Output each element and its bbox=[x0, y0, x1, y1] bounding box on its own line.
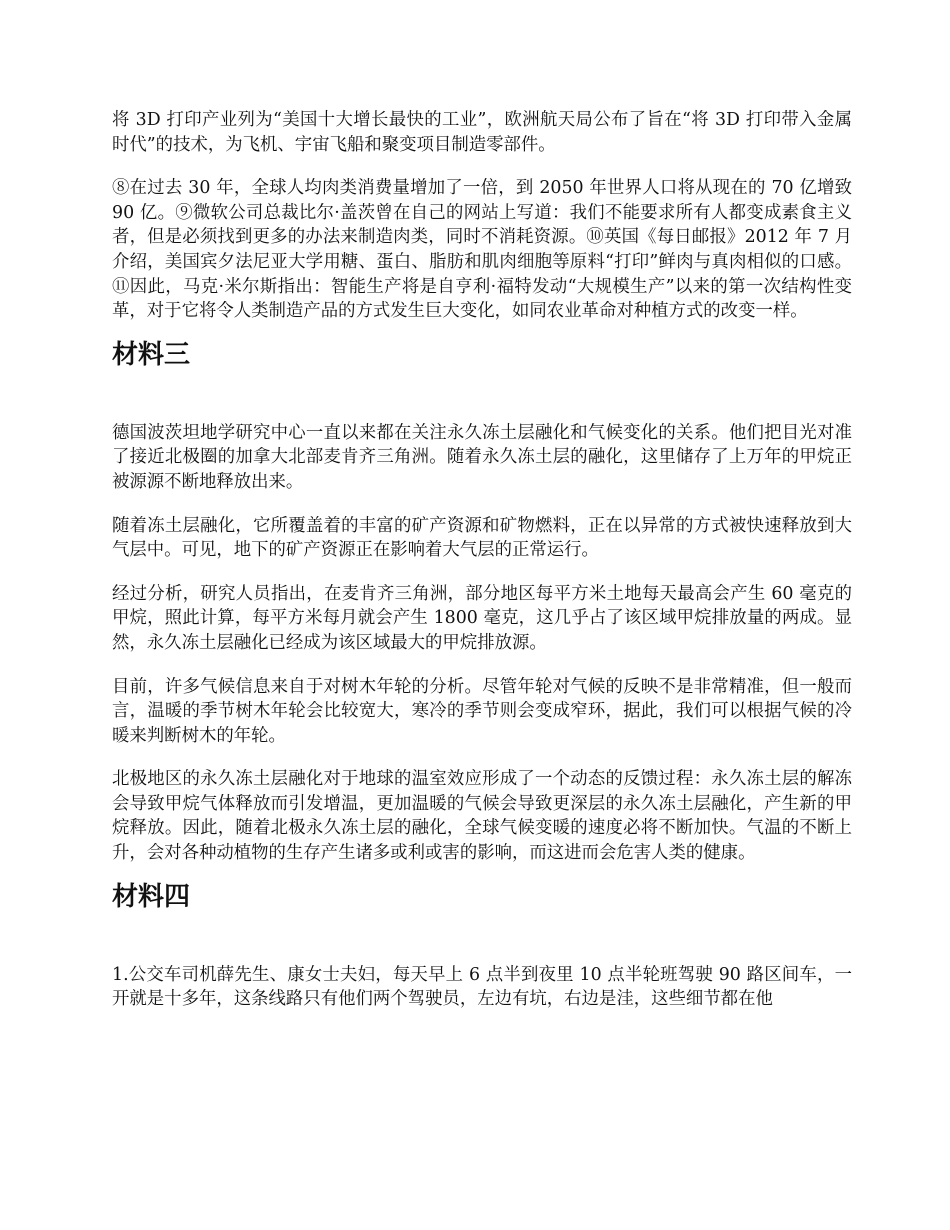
paragraph-bus-drivers: 1.公交车司机薛先生、康女士夫妇，每天早上 6 点半到夜里 10 点半轮班驾驶 90 路区间车，一开就是十多年，这条线路只有他们两个驾驶员，左边有坑，右边是洼，这些细节都在他 bbox=[112, 964, 852, 1010]
document-page bbox=[112, 108, 852, 1012]
paragraph-methane-analysis: 经过分析，研究人员指出，在麦肯齐三角洲，部分地区每平方米土地每天最高会产生 60 毫克的甲烷，照此计算，每平方米每月就会产生 1800 毫克，这几乎占了该区域甲烷排放量的两成。显然，永久冻土层融化已经成为该区域最大的甲烷排放源。 bbox=[112, 583, 852, 653]
paragraph-tree-rings: 目前，许多气候信息来自于对树木年轮的分析。尽管年轮对气候的反映不是非常精准，但一般而言，温暖的季节树木年轮会比较宽大，寒冷的季节则会变成窄环，据此，我们可以根据气候的冷暖来判断树木的年轮。 bbox=[112, 676, 852, 746]
section-heading-material-3: 材料三 bbox=[112, 339, 191, 370]
paragraph-3d-printing: 将 3D 打印产业列为“美国十大增长最快的工业”，欧洲航天局公布了旨在“将 3D 打印带入金属时代”的技术，为飞机、宇宙飞船和聚变项目制造零部件。 bbox=[112, 110, 852, 155]
paragraph-meat-printing: ⑧在过去 30 年，全球人均肉类消费量增加了一倍，到 2050 年世界人口将从现在的 70 亿增致 90 亿。⑨微软公司总裁比尔·盖茨曾在自己的网站上写道：我们不能要求所有人都变成素食主义者，但是必须找到更多的办法来制造肉类，同时不消耗资源。⑩英国《每日邮报》2012 年 7 月介绍，美国宾夕法尼亚大学用糖、蛋白、脂肪和肌肉细胞等原料“打印”鲜肉与真肉相似的口感。⑪因此，马克·米尔斯指出：智能生产将是自亨利·福特发动“大规模生产”以来的第一次结构性变革，对于它将令人类制造产品的方式发生巨大变化，如同农业革命对种植方式的改变一样。 bbox=[112, 178, 852, 322]
paragraph-feedback-process: 北极地区的永久冻土层融化对于地球的温室效应形成了一个动态的反馈过程：永久冻土层的解冻会导致甲烷气体释放而引发增温，更加温暖的气候会导致更深层的永久冻土层融化，产生新的甲烷释放。因此，随着北极永久冻土层的融化，全球气候变暖的速度必将不断加快。气温的不断上升，会对各种动植物的生存产生诸多或利或害的影响，而这进而会危害人类的健康。 bbox=[112, 769, 852, 864]
section-heading-material-4: 材料四 bbox=[112, 881, 191, 912]
paragraph-mineral-release: 随着冻土层融化，它所覆盖着的丰富的矿产资源和矿物燃料，正在以异常的方式被快速释放到大气层中。可见，地下的矿产资源正在影响着大气层的正常运行。 bbox=[112, 515, 852, 561]
paragraph-permafrost-research: 德国波茨坦地学研究中心一直以来都在关注永久冻土层融化和气候变化的关系。他们把目光对准了接近北极圈的加拿大北部麦肯齐三角洲。随着永久冻土层的融化，这里储存了上万年的甲烷正被源源不断地释放出来。 bbox=[112, 422, 852, 492]
